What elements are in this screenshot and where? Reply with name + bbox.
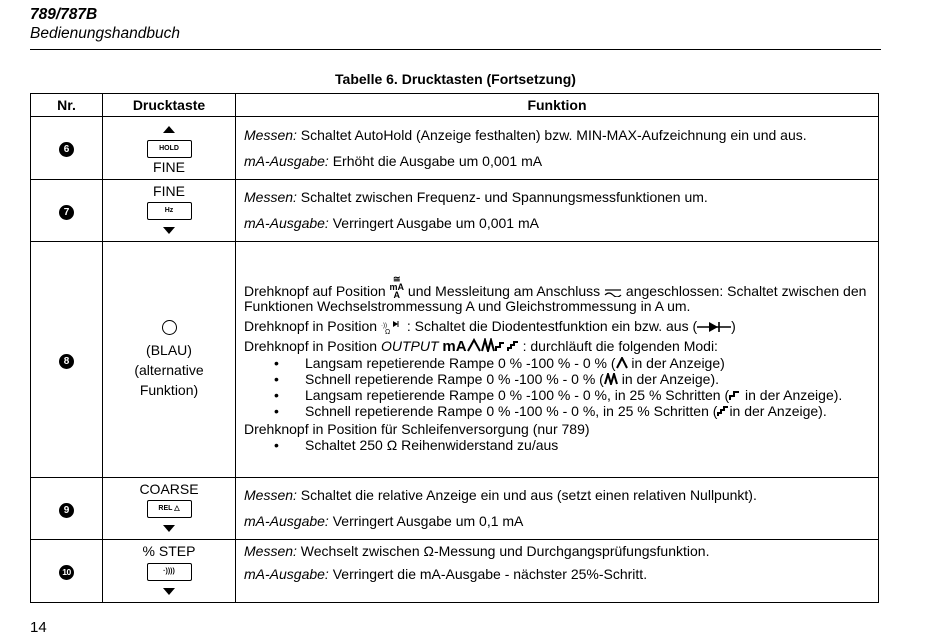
line-text: Erhöht die Ausgabe um 0,001 mA xyxy=(328,152,543,169)
row-number-cell xyxy=(31,117,103,180)
function-cell xyxy=(236,180,879,242)
p1-text-c: angeschlossen: Schaltet zwischen den Funktionen Wechselstrommessung A und Gleichstrommessung in A um. xyxy=(244,282,867,314)
mode-text-a: Langsam repetierende Rampe 0 % -100 % - 0 % ( xyxy=(305,355,616,372)
line-text: Schaltet die relative Anzeige ein und aus (setzt einen relativen Nullpunkt). xyxy=(296,487,757,503)
table-row xyxy=(31,180,879,242)
list-item xyxy=(244,371,870,387)
key-top-label: FINE xyxy=(153,182,185,199)
p2-text-a: Drehknopf in Position xyxy=(244,317,381,334)
triangle-up-icon xyxy=(163,126,175,133)
mode-text-a: Schnell repetierende Rampe 0 % -100 % - 0 % ( xyxy=(305,371,604,388)
p1-text-b: und Messleitung am Anschluss xyxy=(404,282,605,299)
line-label: Messen: xyxy=(244,189,297,205)
function-cell xyxy=(236,540,879,603)
mode-text-b: in der Anzeige). xyxy=(741,387,843,404)
p1-text-a: Drehknopf auf Position xyxy=(244,282,390,299)
manual-title: Bedienungshandbuch xyxy=(30,25,180,42)
line-label: mA-Ausgabe: xyxy=(244,152,329,169)
hold-key-icon: HOLD xyxy=(147,140,192,158)
row-number-cell xyxy=(31,180,103,242)
table-row xyxy=(31,242,879,478)
column-header-nr: Nr. xyxy=(31,94,103,117)
p3-text-a: Drehknopf in Position xyxy=(244,338,381,355)
diode-icon xyxy=(697,321,731,333)
line-label: mA-Ausgabe: xyxy=(244,215,329,231)
line-label: mA-Ausgabe: xyxy=(244,513,329,529)
line-text: Wechselt zwischen Ω-Messung und Durchgangsprüfungsfunktion. xyxy=(296,543,710,559)
svg-text:·)): ·)) xyxy=(380,323,387,330)
line-text: Verringert Ausgabe um 0,001 mA xyxy=(328,215,539,231)
model-title: 789/787B xyxy=(30,6,98,23)
triangle-down-icon xyxy=(163,588,175,595)
row-number-cell xyxy=(31,540,103,603)
p3-output-word: OUTPUT xyxy=(380,338,439,355)
line-text: Verringert Ausgabe um 0,1 mA xyxy=(328,513,524,529)
mode-text-a: Schnell repetierende Rampe 0 % -100 % - 0 %, in 25 % Schritten ( xyxy=(305,403,718,420)
column-header-key: Drucktaste xyxy=(103,94,236,117)
mode-text-a: Langsam repetierende Rampe 0 % -100 % - 0 %, in 25 % Schritten ( xyxy=(305,387,730,404)
p1-symbol: mA xyxy=(389,281,405,292)
triangle-down-icon xyxy=(163,525,175,532)
step-ramp-icon xyxy=(729,389,741,401)
row-number-badge: 10 xyxy=(59,565,74,580)
table-row xyxy=(31,478,879,540)
ramp-icon xyxy=(616,357,628,369)
mode-text-b: in der Anzeige). xyxy=(729,403,827,420)
header-rule xyxy=(30,49,881,50)
key-cell xyxy=(103,540,236,603)
p3-symbol: mA xyxy=(442,338,467,356)
dc-ac-terminal-icon xyxy=(604,287,622,297)
key-top-label: % STEP xyxy=(142,543,196,560)
table-row xyxy=(31,117,879,180)
key-label-3: Funktion) xyxy=(139,381,199,398)
p2-text-b: : Schaltet die Diodentestfunktion ein bzw. aus ( xyxy=(402,317,698,334)
mode-text-b: in der Anzeige). xyxy=(617,371,719,388)
list-item xyxy=(244,403,870,419)
list-item xyxy=(244,355,870,371)
row-number-badge: 6 xyxy=(59,142,74,157)
function-cell xyxy=(236,478,879,540)
row-number-cell xyxy=(31,478,103,540)
continuity-key-icon: ·)))) xyxy=(147,563,192,581)
table-caption: Tabelle 6. Drucktasten (Fortsetzung) xyxy=(335,71,576,87)
row-number-cell xyxy=(31,242,103,478)
line-label: Messen: xyxy=(244,126,297,143)
line-label: Messen: xyxy=(244,487,297,503)
pushbutton-table xyxy=(30,93,879,603)
ma-position-icon: ≅ mA A xyxy=(389,273,405,300)
hz-key-icon: Hz xyxy=(147,202,192,220)
output-modes-icon xyxy=(467,338,523,352)
table-row xyxy=(31,540,879,603)
p2-text-c: ) xyxy=(731,317,736,334)
rel-key-icon: REL △ xyxy=(147,500,192,518)
fast-ramp-icon xyxy=(604,373,618,385)
svg-text:Ω: Ω xyxy=(384,329,391,336)
function-cell xyxy=(236,117,879,180)
blue-key-circle-icon xyxy=(162,320,177,335)
line-text: Verringert die mA-Ausgabe - nächster 25%-Schritt. xyxy=(328,566,648,582)
fast-step-ramp-icon xyxy=(717,405,729,417)
key-label-1: (BLAU) xyxy=(146,341,192,358)
p3-text-b: : durchläuft die folgenden Modi: xyxy=(522,338,718,355)
diode-position-icon xyxy=(381,319,403,335)
key-cell xyxy=(103,478,236,540)
line-text: Schaltet zwischen Frequenz- und Spannungsmessfunktionen um. xyxy=(296,189,708,205)
key-cell xyxy=(103,242,236,478)
row-number-badge: 8 xyxy=(59,354,74,369)
loop-power-line: Drehknopf in Position für Schleifenversorgung (nur 789) xyxy=(244,421,590,438)
line-label: mA-Ausgabe: xyxy=(244,566,329,582)
key-top-label: COARSE xyxy=(139,480,199,497)
document-header xyxy=(30,5,180,43)
page-number: 14 xyxy=(30,619,47,636)
column-header-function: Funktion xyxy=(236,94,879,117)
line-text: Schaltet AutoHold (Anzeige festhalten) bzw. MIN-MAX-Aufzeichnung ein und aus. xyxy=(296,126,807,143)
key-cell xyxy=(103,180,236,242)
triangle-down-icon xyxy=(163,227,175,234)
list-item xyxy=(244,387,870,403)
mode-text-b: in der Anzeige) xyxy=(627,355,725,372)
key-label-2: (alternative xyxy=(134,361,204,378)
key-cell xyxy=(103,117,236,180)
line-label: Messen: xyxy=(244,543,297,559)
table-header-row xyxy=(31,94,879,117)
row-number-badge: 7 xyxy=(59,205,74,220)
list-item: • Schaltet 250 Ω Reihenwiderstand zu/aus xyxy=(244,437,870,453)
function-cell xyxy=(236,242,879,478)
key-bottom-label: FINE xyxy=(153,158,185,175)
row-number-badge: 9 xyxy=(59,503,74,518)
